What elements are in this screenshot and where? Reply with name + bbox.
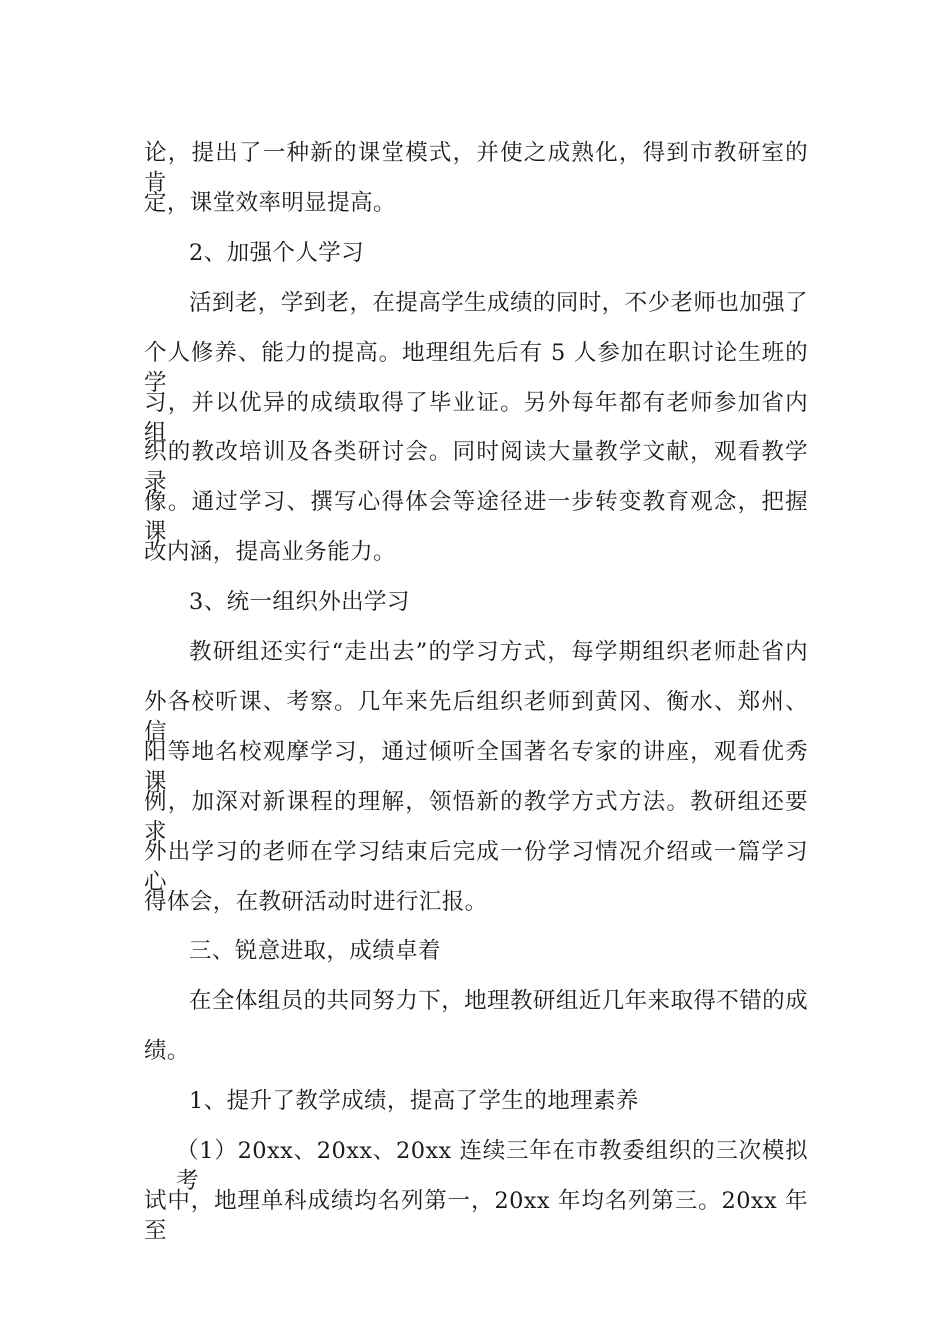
paragraph-line: 阳等地名校观摩学习，通过倾听全国著名专家的讲座，观看优秀课 [144,739,808,795]
paragraph-line: 像。通过学习、撰写心得体会等途径进一步转变教育观念，把握课 [144,489,808,545]
section-heading: 1、提升了教学成绩，提高了学生的地理素养 [189,1088,639,1114]
paragraph-line: 绩。 [144,1038,190,1064]
section-heading: 2、加强个人学习 [189,240,365,266]
paragraph-line: 织的教改培训及各类研讨会。同时阅读大量教学文献，观看教学录 [144,439,808,495]
paragraph-line: 试中，地理单科成绩均名列第一，20xx 年均名列第三。20xx 年至 [144,1188,808,1244]
paragraph-line: 活到老，学到老，在提高学生成绩的同时，不少老师也加强了 [189,290,808,316]
paragraph-line: 例，加深对新课程的理解，领悟新的教学方式方法。教研组还要求 [144,789,808,845]
paragraph-line: （1）20xx、20xx、20xx 连续三年在市教委组织的三次模拟考 [176,1138,808,1194]
section-heading: 3、统一组织外出学习 [189,589,410,615]
paragraph-line: 论，提出了一种新的课堂模式，并使之成熟化，得到市教研室的肯 [144,140,808,196]
paragraph-line: 教研组还实行“走出去”的学习方式，每学期组织老师赴省内 [189,639,808,665]
paragraph-line: 外出学习的老师在学习结束后完成一份学习情况介绍或一篇学习心 [144,839,808,895]
paragraph-line: 在全体组员的共同努力下，地理教研组近几年来取得不错的成 [189,988,808,1014]
paragraph-line: 定，课堂效率明显提高。 [144,190,396,216]
paragraph-line: 得体会，在教研活动时进行汇报。 [144,889,488,915]
paragraph-line: 习，并以优异的成绩取得了毕业证。另外每年都有老师参加省内组 [144,390,808,446]
section-heading: 三、锐意进取，成绩卓着 [189,938,441,964]
paragraph-line: 个人修养、能力的提高。地理组先后有 5 人参加在职讨论生班的学 [144,340,808,396]
paragraph-line: 外各校听课、考察。几年来先后组织老师到黄冈、衡水、郑州、信 [144,689,808,745]
paragraph-line: 改内涵，提高业务能力。 [144,539,396,565]
